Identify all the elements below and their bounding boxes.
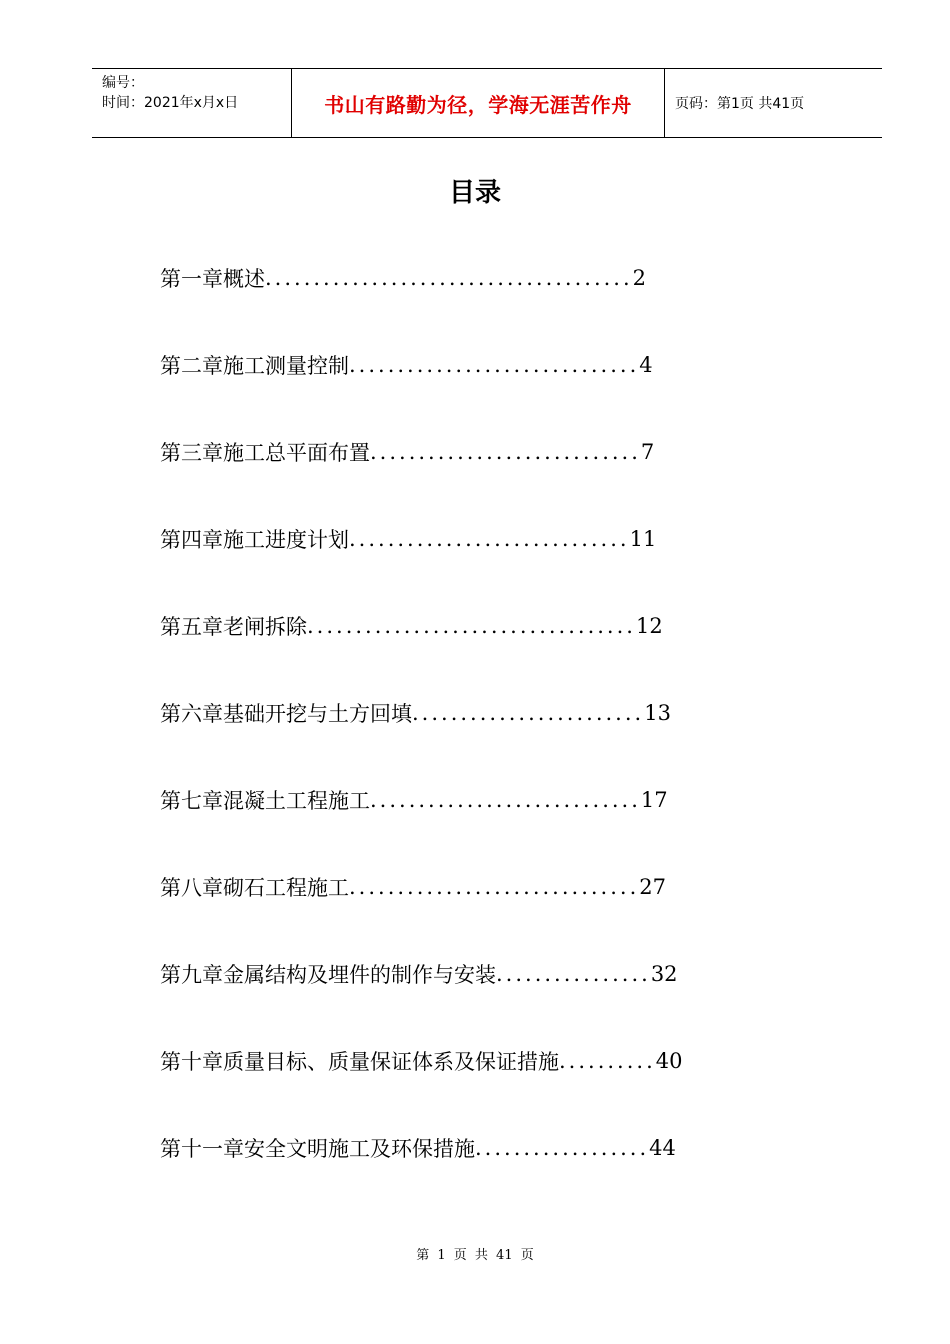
- page-title: 目录: [448, 178, 501, 208]
- toc-entry-page: 13: [644, 701, 671, 725]
- toc-entry-page: 7: [640, 440, 655, 464]
- header-motto: 书山有路勤为径，学海无涯苦作舟: [292, 69, 665, 137]
- toc-entry[interactable]: [160, 519, 656, 559]
- page-footer: 第 1 页 共 41 页: [416, 1248, 534, 1263]
- toc-entry-page: 2: [632, 266, 647, 290]
- toc-entry-leader: ......................................: [265, 266, 633, 290]
- toc-entry[interactable]: [160, 432, 654, 472]
- toc-entry[interactable]: [160, 1128, 676, 1168]
- toc-entry-label: 第四章施工进度计划: [160, 528, 349, 552]
- toc-entry[interactable]: [160, 345, 653, 385]
- document-number-label: 编号：: [102, 75, 144, 91]
- toc-entry-label: 第六章基础开挖与土方回填: [160, 702, 412, 726]
- toc-entry-page: 4: [639, 353, 653, 377]
- toc-entry-page: 40: [655, 1049, 683, 1073]
- toc-entry-page: 12: [635, 614, 663, 638]
- toc-entry[interactable]: [160, 258, 646, 298]
- page-header: [92, 68, 882, 138]
- toc-entry-leader: ..........: [559, 1049, 656, 1073]
- toc-entry-label: 第三章施工总平面布置: [160, 441, 370, 465]
- toc-entry[interactable]: [160, 867, 666, 907]
- toc-entry-label: 第九章金属结构及埋件的制作与安装: [160, 963, 496, 987]
- header-page-number: 页码：第1页 共41页: [675, 96, 805, 112]
- toc-entry-label: 第七章混凝土工程施工: [160, 789, 370, 813]
- toc-entry[interactable]: [160, 954, 678, 994]
- toc-entry-leader: ..............................: [349, 875, 640, 899]
- header-meta: [92, 69, 292, 137]
- toc-entry-page: 11: [629, 527, 657, 551]
- toc-entry-page: 32: [650, 962, 678, 986]
- toc-entry-leader: .............................: [349, 527, 630, 551]
- toc-entry-label: 第五章老闸拆除: [160, 615, 307, 639]
- toc-entry-label: 第八章砌石工程施工: [160, 876, 349, 900]
- toc-entry-page: 44: [649, 1136, 676, 1160]
- toc-entry-leader: ..................: [475, 1136, 650, 1160]
- toc-entry-leader: ............................: [370, 440, 641, 464]
- toc-entry-label: 第二章施工测量控制: [160, 354, 349, 378]
- toc-entry-leader: ........................: [412, 701, 645, 725]
- toc-entry-page: 17: [640, 788, 668, 812]
- toc-entry-leader: ..............................: [349, 353, 640, 377]
- toc-entry-label: 第十一章安全文明施工及环保措施: [160, 1137, 475, 1161]
- toc-entry-label: 第一章概述: [160, 267, 265, 291]
- toc-entry[interactable]: [160, 1041, 683, 1081]
- toc-entry-leader: ............................: [370, 788, 641, 812]
- toc-entry-page: 27: [639, 875, 666, 899]
- toc-entry[interactable]: [160, 606, 663, 646]
- toc-entry[interactable]: [160, 780, 668, 820]
- toc-entry-leader: ................: [496, 962, 651, 986]
- toc-entry-label: 第十章质量目标、质量保证体系及保证措施: [160, 1050, 559, 1074]
- document-time-label: 时间：2021年x月x日: [102, 95, 239, 111]
- toc-entry-leader: ..................................: [307, 614, 636, 638]
- toc-entry[interactable]: [160, 693, 671, 733]
